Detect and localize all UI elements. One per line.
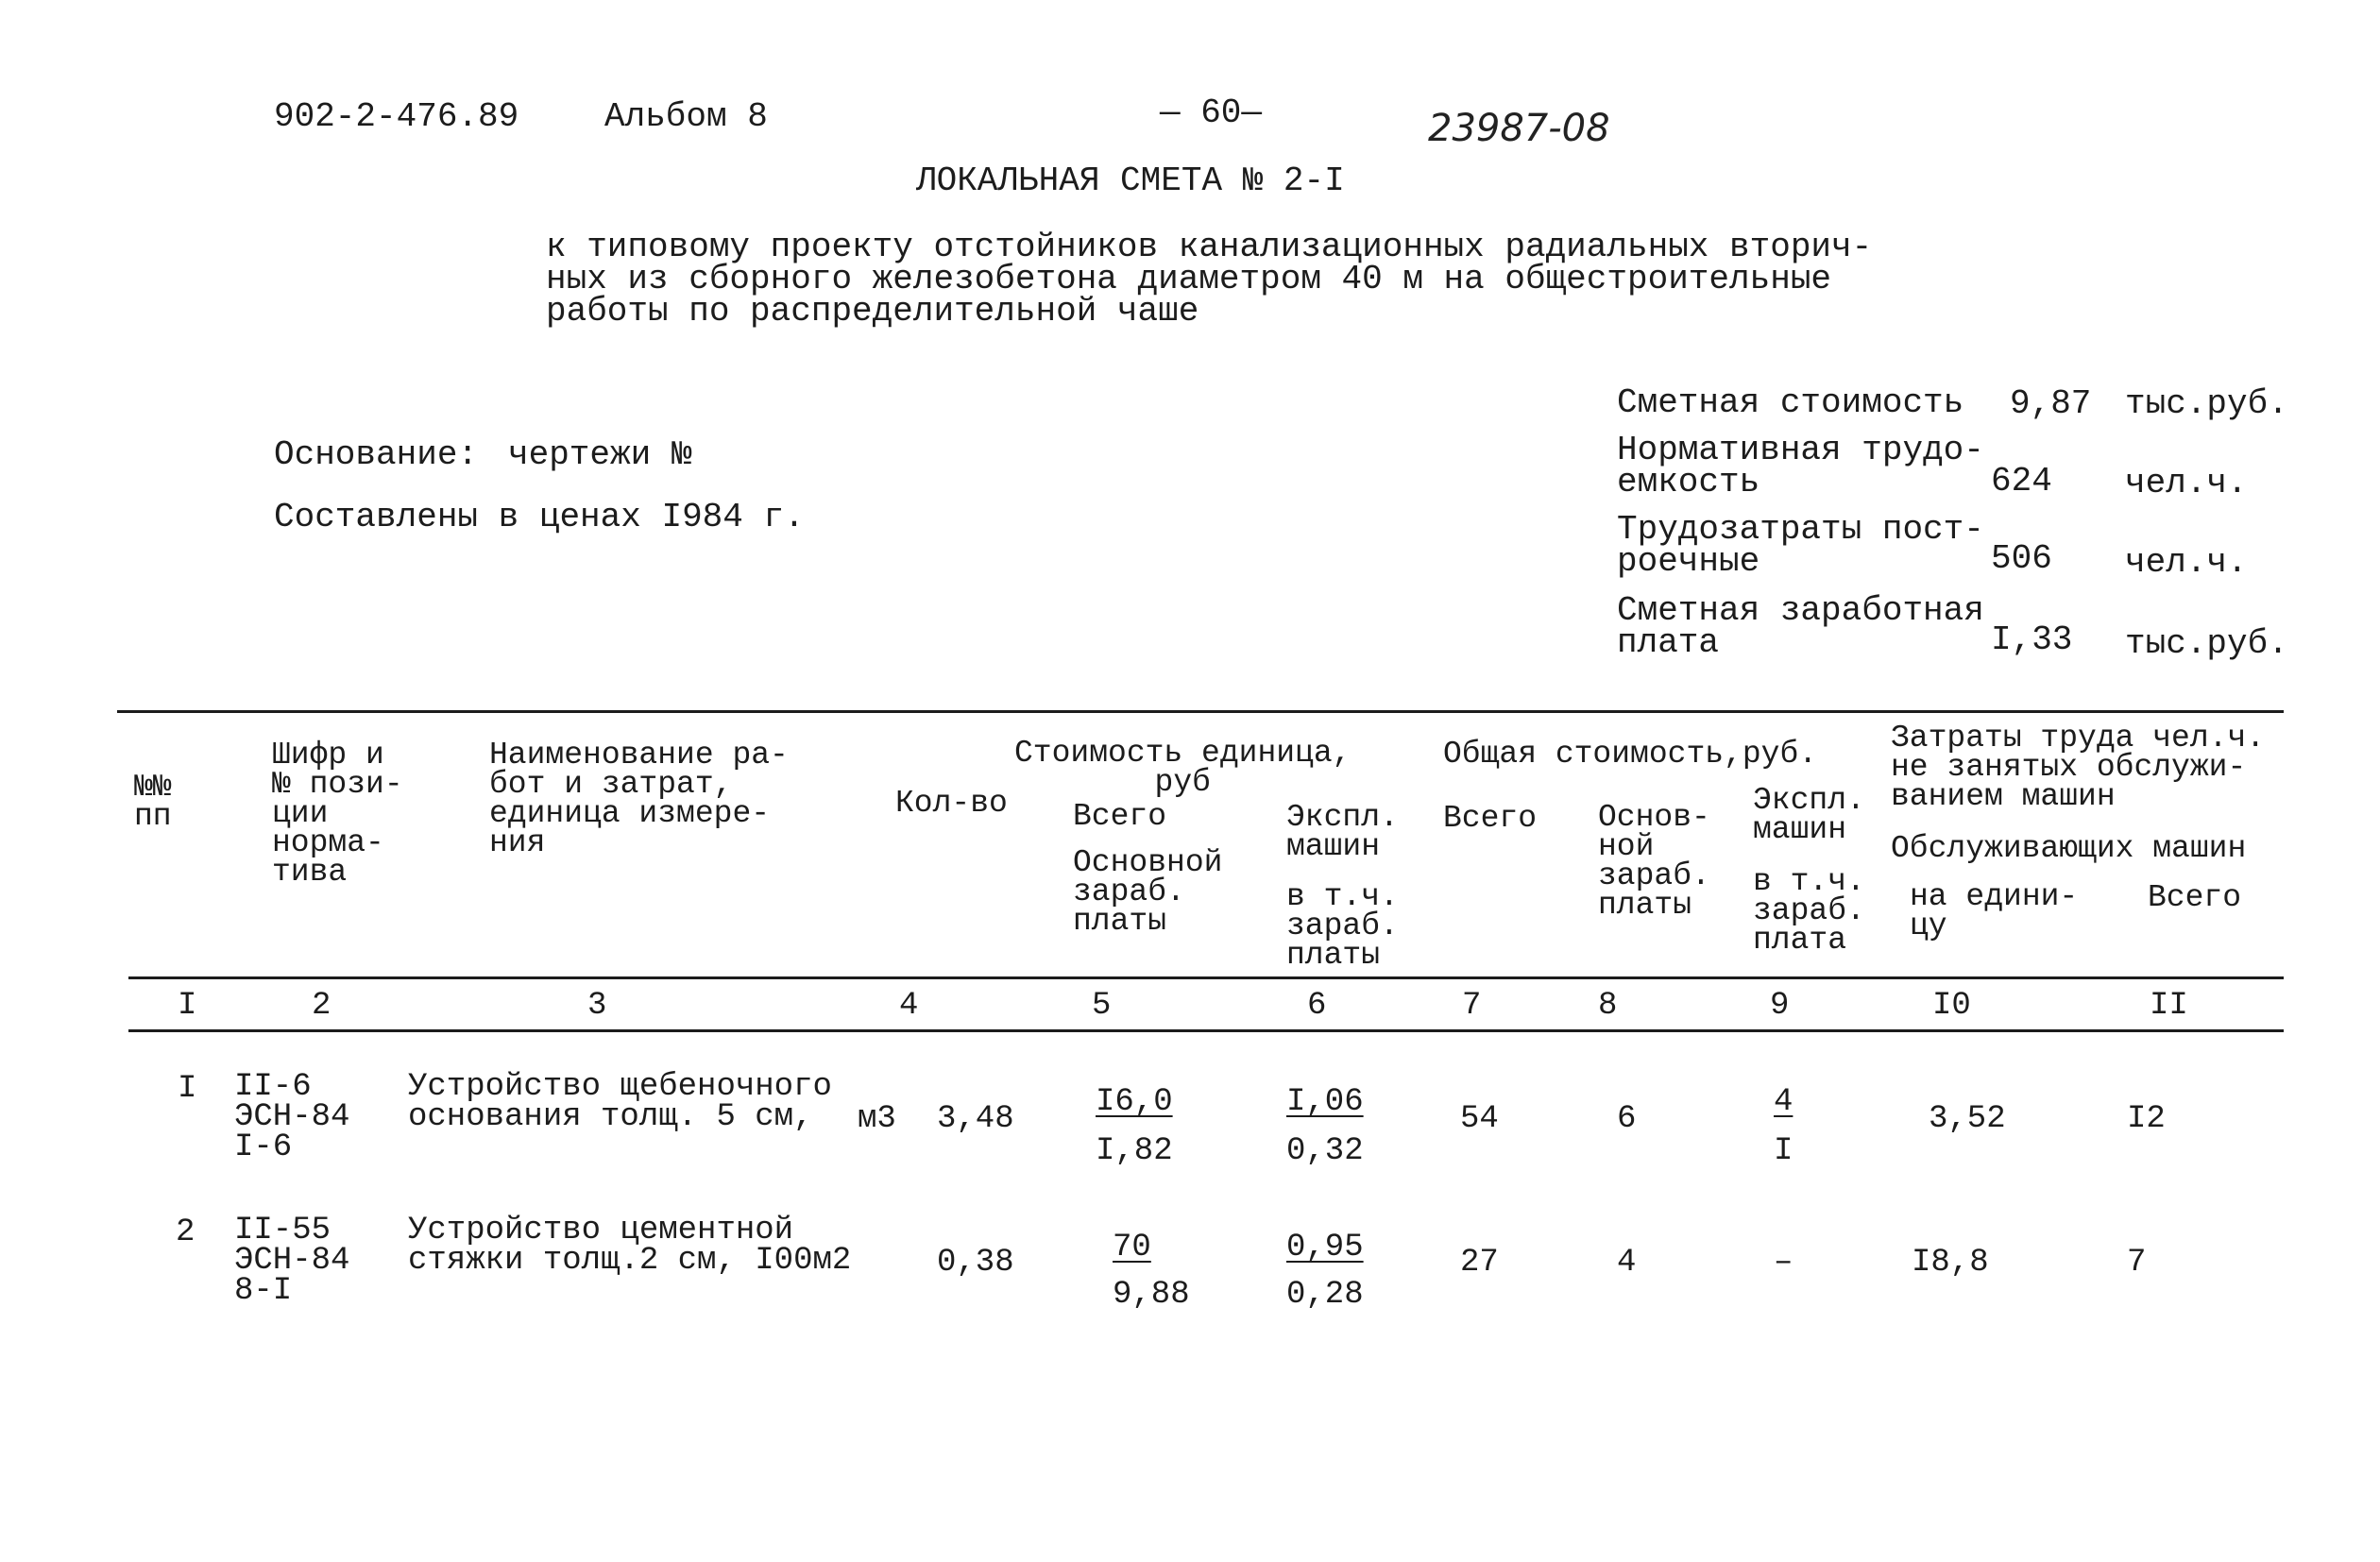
column-number-4: 4 xyxy=(899,988,919,1024)
page-title: ЛОКАЛЬНАЯ СМЕТА № 2-I xyxy=(916,161,1345,200)
row2-unit-total: 70 xyxy=(1113,1230,1151,1265)
header-labor-subgroup: Обслуживающих машин xyxy=(1891,831,2247,866)
summary-value-labor: 624 xyxy=(1991,462,2052,501)
row1-labor-total: I2 xyxy=(2127,1101,2166,1137)
row1-number: I xyxy=(178,1071,197,1107)
subtitle-line-2: ных из сборного железобетона диаметром 40 м на общестроительные xyxy=(546,260,1832,298)
row1-total-wages: 6 xyxy=(1617,1101,1637,1137)
summary-unit-site-labor: чел.ч. xyxy=(2125,543,2248,582)
row2-total-wages: 4 xyxy=(1617,1245,1637,1281)
numbering-bottom-rule xyxy=(128,1029,2284,1032)
column-number-9: 9 xyxy=(1770,988,1790,1024)
row1-unit-total: I6,0 xyxy=(1096,1084,1173,1120)
row2-name: Устройство цементной стяжки толщ.2 см, I00м2 xyxy=(408,1213,852,1279)
subtitle-line-1: к типовому проекту отстойников канализационных радиальных вторич- xyxy=(546,228,1873,266)
header-col-total: Всего xyxy=(1443,801,1538,836)
album-label: Альбом 8 xyxy=(604,97,768,136)
header-col-labor-total: Всего xyxy=(2148,880,2242,915)
header-unit-cost-group: Стоимость единица, руб xyxy=(1014,736,1352,801)
subtitle-line-3: работы по распределительной чаше xyxy=(546,292,1199,331)
header-total-cost-group: Общая стоимость,руб. xyxy=(1443,737,1818,772)
column-number-2: 2 xyxy=(312,988,332,1024)
header-col-total-wages: Основ- ной зараб. платы xyxy=(1598,800,1710,924)
header-col-unit-wages: Основной зараб. платы xyxy=(1073,845,1223,940)
header-col-number: №№ пп xyxy=(134,770,172,835)
summary-label-site-labor: Трудозатраты пост- роечные xyxy=(1617,510,1984,581)
column-number-7: 7 xyxy=(1462,988,1482,1024)
header-col-total-machine-wages: в т.ч. зараб. плата xyxy=(1753,864,1865,959)
summary-value-site-labor: 506 xyxy=(1991,539,2052,578)
row2-total: 27 xyxy=(1460,1245,1499,1281)
row2-unit-machine-wages: 0,28 xyxy=(1286,1277,1364,1313)
column-number-10: I0 xyxy=(1932,988,1971,1024)
row1-labor-per-unit: 3,52 xyxy=(1929,1101,2006,1137)
summary-unit-cost: тыс.руб. xyxy=(2125,384,2288,423)
summary-label-wages: Сметная заработная плата xyxy=(1617,591,1984,662)
header-col-unit-machines: Экспл. машин xyxy=(1286,800,1399,865)
summary-value-wages: I,33 xyxy=(1991,620,2073,659)
row2-number: 2 xyxy=(176,1214,196,1250)
header-col-code: Шифр и № пози- ции норма- тива xyxy=(272,738,403,891)
row2-unit-machines: 0,95 xyxy=(1286,1230,1364,1265)
prices-note: Составлены в ценах I984 г. xyxy=(274,498,805,536)
header-col-unit-machine-wages: в т.ч. зараб. платы xyxy=(1286,879,1399,974)
summary-unit-wages: тыс.руб. xyxy=(2125,624,2288,663)
row1-qty: 3,48 xyxy=(937,1101,1014,1137)
header-col-qty: Кол-во xyxy=(895,786,1008,821)
summary-label-cost: Сметная стоимость xyxy=(1617,383,1964,422)
handwritten-code: 23987-08 xyxy=(1428,107,1610,150)
row1-unit-machine-wages: 0,32 xyxy=(1286,1133,1364,1169)
summary-value-cost: 9,87 xyxy=(2010,384,2092,423)
column-number-1: I xyxy=(178,988,197,1024)
basis-label: Основание: xyxy=(274,435,479,474)
header-labor-group: Затраты труда чел.ч. не занятых обслужи- ванием машин xyxy=(1891,721,2266,815)
summary-label-labor: Нормативная трудо- емкость xyxy=(1617,431,1984,501)
row2-total-machines: – xyxy=(1774,1245,1794,1281)
row1-unit: м3 xyxy=(858,1101,896,1137)
row2-qty: 0,38 xyxy=(937,1245,1014,1281)
header-bottom-rule xyxy=(128,976,2284,979)
row1-name: Устройство щебеночного основания толщ. 5 см, xyxy=(408,1069,832,1135)
row1-unit-wages: I,82 xyxy=(1096,1133,1173,1169)
page-number: — 60— xyxy=(1160,93,1263,132)
header-col-unit-total: Всего xyxy=(1073,799,1167,834)
row2-labor-per-unit: I8,8 xyxy=(1912,1245,1989,1281)
summary-unit-labor: чел.ч. xyxy=(2125,464,2248,502)
row2-code: II-55 ЭСН-84 8-I xyxy=(234,1213,350,1309)
header-col-total-machines: Экспл. машин xyxy=(1753,783,1865,848)
row1-unit-machines: I,06 xyxy=(1286,1084,1364,1120)
row1-code: II-6 ЭСН-84 I-6 xyxy=(234,1069,350,1165)
row1-total-machine-wages: I xyxy=(1774,1133,1794,1169)
row2-unit-wages: 9,88 xyxy=(1113,1277,1190,1313)
header-col-name: Наименование ра- бот и затрат, единица измере- ния xyxy=(489,738,789,861)
column-number-5: 5 xyxy=(1092,988,1112,1024)
basis-value: чертежи № xyxy=(508,435,692,474)
row2-labor-total: 7 xyxy=(2127,1245,2147,1281)
header-col-labor-per-unit: на едини- цу xyxy=(1910,879,2079,944)
document-number: 902-2-476.89 xyxy=(274,97,519,136)
table-top-rule xyxy=(117,710,2284,713)
row1-total: 54 xyxy=(1460,1101,1499,1137)
column-number-6: 6 xyxy=(1307,988,1327,1024)
column-number-8: 8 xyxy=(1598,988,1618,1024)
row1-total-machines: 4 xyxy=(1774,1084,1794,1120)
column-number-11: II xyxy=(2150,988,2188,1024)
column-number-3: 3 xyxy=(587,988,607,1024)
